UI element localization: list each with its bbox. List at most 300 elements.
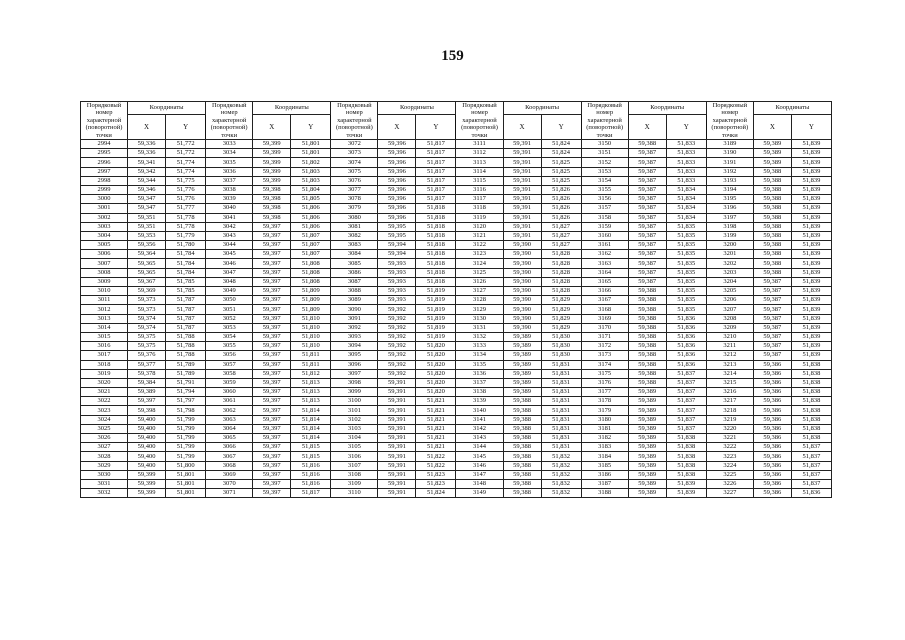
y-cell: 51,813 xyxy=(291,388,331,397)
point-number-cell: 3153 xyxy=(581,167,628,176)
y-cell: 51,838 xyxy=(791,424,831,433)
point-number-cell: 3055 xyxy=(206,342,253,351)
x-cell: 59,397 xyxy=(253,369,291,378)
point-number-cell: 3032 xyxy=(81,489,128,498)
point-number-cell: 3086 xyxy=(331,268,378,277)
point-number-cell: 3011 xyxy=(81,296,128,305)
x-cell: 59,397 xyxy=(253,479,291,488)
y-cell: 51,816 xyxy=(291,470,331,479)
y-cell: 51,830 xyxy=(541,351,581,360)
point-number-cell: 3025 xyxy=(81,424,128,433)
x-cell: 59,390 xyxy=(503,296,541,305)
y-cell: 51,837 xyxy=(666,378,706,387)
point-number-cell: 3000 xyxy=(81,195,128,204)
y-cell: 51,816 xyxy=(291,479,331,488)
point-number-cell: 3043 xyxy=(206,231,253,240)
table-row xyxy=(81,231,832,240)
y-cell: 51,839 xyxy=(791,213,831,222)
point-number-cell: 3118 xyxy=(456,204,503,213)
x-cell: 59,397 xyxy=(253,360,291,369)
x-cell: 59,391 xyxy=(378,470,416,479)
point-number-cell: 3217 xyxy=(706,397,753,406)
x-cell: 59,386 xyxy=(753,479,791,488)
y-cell: 51,772 xyxy=(166,149,206,158)
y-cell: 51,831 xyxy=(541,369,581,378)
point-number-cell: 3019 xyxy=(81,369,128,378)
x-cell: 59,400 xyxy=(128,415,166,424)
x-cell: 59,397 xyxy=(253,332,291,341)
point-number-cell: 3187 xyxy=(581,479,628,488)
point-number-cell: 3137 xyxy=(456,378,503,387)
y-cell: 51,835 xyxy=(666,241,706,250)
x-cell: 59,387 xyxy=(628,213,666,222)
x-cell: 59,391 xyxy=(378,479,416,488)
y-cell: 51,837 xyxy=(666,424,706,433)
y-cell: 51,838 xyxy=(791,415,831,424)
y-cell: 51,839 xyxy=(791,176,831,185)
point-number-cell: 3144 xyxy=(456,443,503,452)
x-cell: 59,388 xyxy=(503,397,541,406)
x-cell: 59,397 xyxy=(253,378,291,387)
table-row xyxy=(81,287,832,296)
x-cell: 59,364 xyxy=(128,250,166,259)
point-number-cell: 3113 xyxy=(456,158,503,167)
x-cell: 59,399 xyxy=(128,479,166,488)
y-cell: 51,837 xyxy=(791,479,831,488)
table-row xyxy=(81,351,832,360)
point-number-cell: 3197 xyxy=(706,213,753,222)
y-cell: 51,778 xyxy=(166,213,206,222)
y-cell: 51,801 xyxy=(166,479,206,488)
point-number-cell: 3172 xyxy=(581,342,628,351)
point-number-cell: 3151 xyxy=(581,149,628,158)
y-cell: 51,839 xyxy=(791,250,831,259)
x-cell: 59,389 xyxy=(503,360,541,369)
y-cell: 51,839 xyxy=(791,195,831,204)
x-cell: 59,392 xyxy=(378,342,416,351)
point-number-cell: 3132 xyxy=(456,332,503,341)
x-cell: 59,387 xyxy=(628,241,666,250)
coordinates-header: Координаты xyxy=(628,102,706,115)
y-cell: 51,836 xyxy=(666,323,706,332)
y-cell: 51,838 xyxy=(666,470,706,479)
y-cell: 51,778 xyxy=(166,222,206,231)
table-row xyxy=(81,158,832,167)
y-cell: 51,837 xyxy=(791,461,831,470)
point-number-cell: 3036 xyxy=(206,167,253,176)
point-number-cell: 3002 xyxy=(81,213,128,222)
point-number-cell: 3059 xyxy=(206,378,253,387)
point-number-cell: 3057 xyxy=(206,360,253,369)
y-cell: 51,810 xyxy=(291,332,331,341)
x-cell: 59,389 xyxy=(503,351,541,360)
y-cell: 51,831 xyxy=(541,443,581,452)
point-number-cell: 3189 xyxy=(706,140,753,149)
point-number-cell: 3020 xyxy=(81,378,128,387)
y-cell: 51,829 xyxy=(541,296,581,305)
point-number-cell: 3186 xyxy=(581,470,628,479)
point-number-cell: 3108 xyxy=(331,470,378,479)
point-number-cell: 3129 xyxy=(456,305,503,314)
table-row xyxy=(81,250,832,259)
y-cell: 51,777 xyxy=(166,204,206,213)
x-cell: 59,397 xyxy=(253,388,291,397)
y-cell: 51,825 xyxy=(541,176,581,185)
point-number-cell: 3213 xyxy=(706,360,753,369)
x-cell: 59,388 xyxy=(503,443,541,452)
x-cell: 59,389 xyxy=(753,158,791,167)
point-number-cell: 3180 xyxy=(581,415,628,424)
point-number-cell: 3159 xyxy=(581,222,628,231)
y-cell: 51,827 xyxy=(541,231,581,240)
y-cell: 51,839 xyxy=(791,323,831,332)
y-cell: 51,833 xyxy=(666,140,706,149)
table-row xyxy=(81,342,832,351)
x-cell: 59,356 xyxy=(128,241,166,250)
x-cell: 59,399 xyxy=(253,167,291,176)
point-number-cell: 3128 xyxy=(456,296,503,305)
x-cell: 59,391 xyxy=(378,424,416,433)
y-cell: 51,835 xyxy=(666,287,706,296)
table-row xyxy=(81,241,832,250)
y-cell: 51,838 xyxy=(791,360,831,369)
point-number-cell: 3222 xyxy=(706,443,753,452)
x-cell: 59,388 xyxy=(753,250,791,259)
table-row xyxy=(81,461,832,470)
point-number-cell: 3026 xyxy=(81,434,128,443)
point-number-cell: 3192 xyxy=(706,167,753,176)
point-number-cell: 3168 xyxy=(581,305,628,314)
point-number-cell: 3078 xyxy=(331,195,378,204)
x-cell: 59,389 xyxy=(503,388,541,397)
y-cell: 51,831 xyxy=(541,388,581,397)
y-cell: 51,788 xyxy=(166,342,206,351)
x-cell: 59,395 xyxy=(378,231,416,240)
point-number-cell: 2999 xyxy=(81,185,128,194)
y-cell: 51,799 xyxy=(166,424,206,433)
point-number-cell: 3105 xyxy=(331,443,378,452)
coordinates-table xyxy=(80,101,832,498)
x-cell: 59,365 xyxy=(128,268,166,277)
y-cell: 51,835 xyxy=(666,222,706,231)
x-cell: 59,396 xyxy=(378,158,416,167)
y-cell: 51,829 xyxy=(541,323,581,332)
x-cell: 59,399 xyxy=(128,470,166,479)
point-number-cell: 3083 xyxy=(331,241,378,250)
point-number-cell: 3099 xyxy=(331,388,378,397)
point-number-cell: 2998 xyxy=(81,176,128,185)
y-cell: 51,835 xyxy=(666,268,706,277)
x-cell: 59,391 xyxy=(378,443,416,452)
x-cell: 59,387 xyxy=(628,185,666,194)
table-row xyxy=(81,323,832,332)
point-number-cell: 3181 xyxy=(581,424,628,433)
point-number-cell: 3191 xyxy=(706,158,753,167)
x-cell: 59,391 xyxy=(503,176,541,185)
x-cell: 59,391 xyxy=(503,149,541,158)
point-number-cell: 3047 xyxy=(206,268,253,277)
y-cell: 51,819 xyxy=(416,323,456,332)
x-cell: 59,386 xyxy=(753,360,791,369)
point-number-cell: 3205 xyxy=(706,287,753,296)
point-number-cell: 3164 xyxy=(581,268,628,277)
y-cell: 51,817 xyxy=(416,158,456,167)
y-cell: 51,837 xyxy=(791,443,831,452)
point-number-cell: 3045 xyxy=(206,250,253,259)
x-cell: 59,388 xyxy=(628,323,666,332)
y-cell: 51,821 xyxy=(416,434,456,443)
table-row xyxy=(81,268,832,277)
x-cell: 59,389 xyxy=(628,415,666,424)
x-cell: 59,391 xyxy=(503,185,541,194)
x-cell: 59,390 xyxy=(503,323,541,332)
point-number-cell: 3147 xyxy=(456,470,503,479)
x-cell: 59,397 xyxy=(253,296,291,305)
y-cell: 51,839 xyxy=(791,185,831,194)
point-number-cell: 3088 xyxy=(331,287,378,296)
table-row xyxy=(81,314,832,323)
x-cell: 59,391 xyxy=(503,158,541,167)
point-number-cell: 3094 xyxy=(331,342,378,351)
y-cell: 51,821 xyxy=(416,397,456,406)
y-cell: 51,839 xyxy=(791,277,831,286)
y-cell: 51,817 xyxy=(416,195,456,204)
x-cell: 59,396 xyxy=(378,176,416,185)
x-cell: 59,389 xyxy=(503,369,541,378)
x-cell: 59,387 xyxy=(753,351,791,360)
x-cell: 59,400 xyxy=(128,452,166,461)
table-row xyxy=(81,277,832,286)
point-number-cell: 3126 xyxy=(456,277,503,286)
y-cell: 51,835 xyxy=(666,250,706,259)
y-cell: 51,785 xyxy=(166,277,206,286)
y-cell: 51,825 xyxy=(541,158,581,167)
y-cell: 51,836 xyxy=(666,351,706,360)
y-cell: 51,839 xyxy=(791,149,831,158)
point-number-cell: 3203 xyxy=(706,268,753,277)
x-cell: 59,353 xyxy=(128,231,166,240)
point-number-cell: 3162 xyxy=(581,250,628,259)
y-cell: 51,819 xyxy=(416,305,456,314)
x-cell: 59,397 xyxy=(253,434,291,443)
x-cell: 59,399 xyxy=(253,176,291,185)
x-cell: 59,389 xyxy=(628,434,666,443)
x-cell: 59,396 xyxy=(378,140,416,149)
table-row xyxy=(81,213,832,222)
y-cell: 51,838 xyxy=(666,434,706,443)
x-cell: 59,387 xyxy=(628,204,666,213)
point-number-cell: 3090 xyxy=(331,305,378,314)
y-cell: 51,820 xyxy=(416,388,456,397)
point-number-cell: 3049 xyxy=(206,287,253,296)
x-cell: 59,392 xyxy=(378,351,416,360)
x-cell: 59,396 xyxy=(378,204,416,213)
x-cell: 59,389 xyxy=(628,489,666,498)
point-number-cell: 3155 xyxy=(581,185,628,194)
point-number-cell: 3219 xyxy=(706,415,753,424)
point-number-cell: 3211 xyxy=(706,342,753,351)
x-cell: 59,397 xyxy=(253,443,291,452)
y-cell: 51,816 xyxy=(291,461,331,470)
point-number-cell: 3163 xyxy=(581,259,628,268)
x-cell: 59,386 xyxy=(753,443,791,452)
x-cell: 59,388 xyxy=(753,213,791,222)
y-cell: 51,813 xyxy=(291,397,331,406)
point-number-cell: 3127 xyxy=(456,287,503,296)
point-number-cell: 3130 xyxy=(456,314,503,323)
x-cell: 59,388 xyxy=(503,415,541,424)
y-cell: 51,838 xyxy=(791,369,831,378)
y-cell: 51,825 xyxy=(541,167,581,176)
point-number-cell: 3033 xyxy=(206,140,253,149)
point-number-cell: 3029 xyxy=(81,461,128,470)
x-cell: 59,397 xyxy=(253,342,291,351)
y-cell: 51,779 xyxy=(166,231,206,240)
y-cell: 51,808 xyxy=(291,277,331,286)
y-cell: 51,820 xyxy=(416,360,456,369)
y-cell: 51,784 xyxy=(166,268,206,277)
table-row xyxy=(81,415,832,424)
x-cell: 59,376 xyxy=(128,351,166,360)
y-cell: 51,839 xyxy=(791,259,831,268)
point-number-cell: 3117 xyxy=(456,195,503,204)
point-number-cell: 3131 xyxy=(456,323,503,332)
point-number-cell: 3001 xyxy=(81,204,128,213)
coordinates-header: Координаты xyxy=(253,102,331,115)
point-number-cell: 3064 xyxy=(206,424,253,433)
point-number-cell: 3068 xyxy=(206,461,253,470)
x-cell: 59,388 xyxy=(753,167,791,176)
table-row xyxy=(81,259,832,268)
point-number-cell: 3170 xyxy=(581,323,628,332)
y-cell: 51,814 xyxy=(291,424,331,433)
y-cell: 51,818 xyxy=(416,277,456,286)
y-cell: 51,839 xyxy=(791,314,831,323)
point-number-cell: 3052 xyxy=(206,314,253,323)
point-number-cell: 3009 xyxy=(81,277,128,286)
x-cell: 59,397 xyxy=(253,452,291,461)
y-cell: 51,808 xyxy=(291,268,331,277)
y-cell: 51,828 xyxy=(541,250,581,259)
point-number-cell: 3046 xyxy=(206,259,253,268)
point-number-cell: 3095 xyxy=(331,351,378,360)
table-row xyxy=(81,443,832,452)
point-number-cell: 3173 xyxy=(581,351,628,360)
point-number-cell: 3183 xyxy=(581,443,628,452)
y-cell: 51,837 xyxy=(666,415,706,424)
x-cell: 59,375 xyxy=(128,342,166,351)
point-number-cell: 3209 xyxy=(706,323,753,332)
y-cell: 51,826 xyxy=(541,185,581,194)
point-number-cell: 3110 xyxy=(331,489,378,498)
y-cell: 51,803 xyxy=(291,176,331,185)
x-cell: 59,377 xyxy=(128,360,166,369)
y-cell: 51,834 xyxy=(666,185,706,194)
y-cell: 51,817 xyxy=(291,489,331,498)
x-cell: 59,396 xyxy=(378,149,416,158)
point-number-cell: 3182 xyxy=(581,434,628,443)
y-cell: 51,814 xyxy=(291,434,331,443)
point-number-cell: 3066 xyxy=(206,443,253,452)
y-cell: 51,784 xyxy=(166,259,206,268)
x-cell: 59,394 xyxy=(378,250,416,259)
y-cell: 51,826 xyxy=(541,213,581,222)
x-cell: 59,387 xyxy=(628,222,666,231)
y-cell: 51,835 xyxy=(666,277,706,286)
point-number-cell: 3071 xyxy=(206,489,253,498)
y-cell: 51,814 xyxy=(291,406,331,415)
point-number-cell: 3206 xyxy=(706,296,753,305)
x-cell: 59,389 xyxy=(128,388,166,397)
x-cell: 59,391 xyxy=(503,204,541,213)
x-cell: 59,387 xyxy=(628,176,666,185)
y-cell: 51,806 xyxy=(291,222,331,231)
point-number-cell: 3226 xyxy=(706,479,753,488)
y-cell: 51,838 xyxy=(666,461,706,470)
table-row xyxy=(81,176,832,185)
point-number-cell: 3158 xyxy=(581,213,628,222)
x-cell: 59,391 xyxy=(503,231,541,240)
x-cell: 59,388 xyxy=(628,314,666,323)
x-cell: 59,391 xyxy=(378,406,416,415)
x-cell: 59,398 xyxy=(253,185,291,194)
y-cell: 51,824 xyxy=(416,489,456,498)
point-number-cell: 3056 xyxy=(206,351,253,360)
point-number-cell: 3050 xyxy=(206,296,253,305)
point-number-cell: 3012 xyxy=(81,305,128,314)
x-header: X xyxy=(128,115,166,140)
point-number-cell: 3030 xyxy=(81,470,128,479)
y-cell: 51,831 xyxy=(541,415,581,424)
coordinates-header: Координаты xyxy=(378,102,456,115)
point-number-cell: 3166 xyxy=(581,287,628,296)
x-cell: 59,391 xyxy=(378,388,416,397)
y-cell: 51,833 xyxy=(666,176,706,185)
point-number-cell: 3188 xyxy=(581,489,628,498)
point-number-cell: 3123 xyxy=(456,250,503,259)
y-cell: 51,827 xyxy=(541,222,581,231)
point-number-cell: 3013 xyxy=(81,314,128,323)
y-cell: 51,838 xyxy=(791,434,831,443)
point-number-cell: 3218 xyxy=(706,406,753,415)
x-cell: 59,388 xyxy=(628,140,666,149)
point-number-cell: 3085 xyxy=(331,259,378,268)
x-cell: 59,388 xyxy=(503,434,541,443)
y-cell: 51,801 xyxy=(291,140,331,149)
point-number-cell: 3161 xyxy=(581,241,628,250)
point-number-cell: 3139 xyxy=(456,397,503,406)
y-cell: 51,817 xyxy=(416,149,456,158)
x-cell: 59,351 xyxy=(128,213,166,222)
y-cell: 51,799 xyxy=(166,443,206,452)
x-cell: 59,397 xyxy=(253,314,291,323)
table-row xyxy=(81,452,832,461)
x-cell: 59,389 xyxy=(503,342,541,351)
y-cell: 51,837 xyxy=(666,406,706,415)
x-cell: 59,396 xyxy=(378,195,416,204)
table-row xyxy=(81,434,832,443)
y-header: Y xyxy=(666,115,706,140)
x-cell: 59,391 xyxy=(378,378,416,387)
y-cell: 51,838 xyxy=(791,388,831,397)
point-number-cell: 3201 xyxy=(706,250,753,259)
y-cell: 51,819 xyxy=(416,296,456,305)
x-cell: 59,393 xyxy=(378,296,416,305)
y-cell: 51,817 xyxy=(416,185,456,194)
point-number-cell: 3070 xyxy=(206,479,253,488)
y-cell: 51,838 xyxy=(791,406,831,415)
x-cell: 59,384 xyxy=(128,378,166,387)
